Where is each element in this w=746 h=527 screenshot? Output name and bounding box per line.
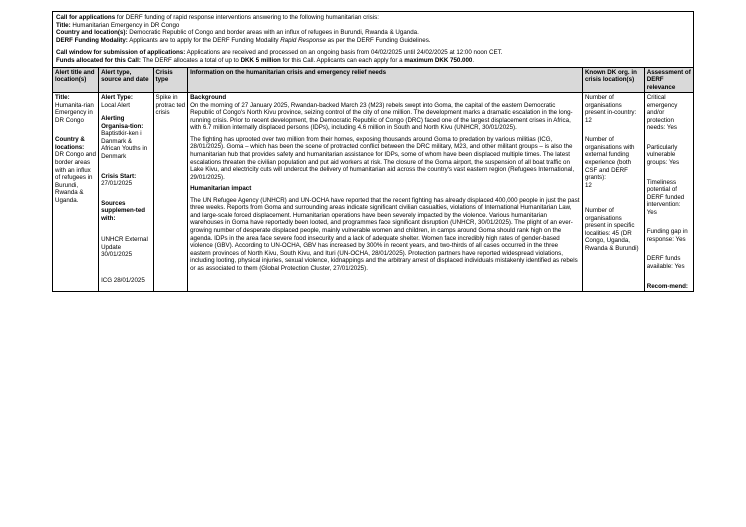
header-known-dk: Known DK org. in crisis location(s) — [582, 67, 644, 93]
header-info: Information on the humanitarian crisis and emergency relief needs — [188, 67, 583, 93]
paragraph: The fighting has uprooted over two million from their homes, exposing thousands around Goma to predation by various militias (ICG, 28/01/2025). Goma – which has been the scene of protracted conflict between the DRC military, M23, and other militant groups – is also the humanitarian hub that provides safety and humanitarian assistance for IDPs, some of whom have been displaced multiple times. The latest escalations threaten the civilian population and put aid workers at risk. The closure of the Goma airport, the suspension of all boat traffic on Lake Kivu, and electricity cuts will undercut the delivery of humanitarian aid across the country's vast eastern region (Refugees International, 29/01/2025). — [190, 135, 575, 181]
funds-line: Funds allocated for this Call: The DERF allocates a total of up to DKK 5 million for this Call. Applicants can each apply for a maximum DKK 750.000. — [56, 56, 475, 64]
background-heading: Background — [190, 94, 227, 102]
modality-line: DERF Funding Modality: Applicants are to apply for the DERF Funding Modality Rapid Response as per the DERF Funding Guidelines. — [56, 36, 431, 44]
document-page — [52, 11, 694, 292]
header-alert-type: Alert type, source and date — [99, 67, 153, 93]
impact-heading: Humanitarian impact — [190, 185, 252, 193]
alert-table — [52, 67, 694, 292]
cell-alert-title: Title: Humanita-rian Emergency in DR Congo Country & locations: DR Congo and border areas with an influx of refugees in Burundi, Rwanda & Uganda. — [53, 93, 99, 292]
title-line: Title: Humanitarian Emergency in DR Congo — [56, 21, 180, 29]
cell-info — [188, 93, 583, 292]
cell-assessment: Critical emergency and/or protection needs: Yes Particularly vulnerable groups: Yes Timeliness potential of DERF funded intervention: Yes Funding gap in response: Yes DERF funds available: Yes Recom-mend: — [644, 93, 693, 292]
country-line: Country and location(s): Democratic Republic of Congo and border areas with an influx of refugees in Burundi, Rwanda & Uganda. — [56, 29, 419, 37]
window-line: Call window for submission of applications: Applications are received and processed on an ongoing basis from 04/02/2025 until 24/02/2025 at 12:00 noon CET. — [56, 49, 503, 57]
cell-known-dk: Number of organisations present in-country: 12 Number of organisations with external funding experience (both CSF and DERF grants): 12 Number of organisations present in specific localities: 45 (DR Congo, Uganda, Rwanda & Burundi) — [582, 93, 644, 292]
paragraph: The UN Refugee Agency (UNHCR) and UN-OCHA have reported that the recent fighting has already displaced 400,000 people in just the past three weeks. Reports from Goma and surrounding areas indicate significant civilian casualties, violations of International Humanitarian Law, and large-scale forced displacement. Humanitarian operations have been severely impacted by the violence. Various humanitarian warehouses in Goma have reportedly been looted, and programmes face significant disruption (UNHCR, 30/01/2025). The plight of an ever-growing number of desperate displaced people, mainly vulnerable women and children, in camps around Goma should rank high on the agenda. IDPs in the area face severe food insecurity and a lack of adequate shelter. Women face incredibly high rates of gender-based violence (GBV). According to UN-OCHA, GBV has increased by 300% in recent years, and two-thirds of all cases occurred in the three eastern provinces of North Kivu, South Kivu, and Ituri (UN-OCHA, 28/01/2025). Protection partners have reported widespread violations, including looting, physical injuries, sexual violence, kidnappings and the arbitrary arrest of displaced individuals mistakenly identified as rebels or as associated to them (Global Protection Cluster, 27/01/2025). — [190, 196, 580, 272]
cell-crisis-type: Spike in protrac ted crisis — [153, 93, 188, 292]
table-header-row — [53, 67, 694, 93]
header-assessment: Assessment of DERF relevance — [644, 67, 693, 93]
header-alert-title: Alert title and location(s) — [53, 67, 99, 93]
table-row — [53, 93, 694, 292]
call-info-box — [52, 11, 694, 67]
header-crisis-type: Crisis type — [153, 67, 188, 93]
paragraph: On the morning of 27 January 2025, Rwandan-backed March 23 (M23) rebels swept into Goma, the capital of the eastern Democratic Republic of Congo's North Kivu province, seizing control of the city of one million. The development marks a dramatic escalation in the long-running crisis. Prior to recent development, the Democratic Republic of Congo (DRC) faced one of the largest displacement crises in Africa, with 6.7 million internally displaced persons (IDPs), including 4.6 million in South and North Kivu (UNHCR, 30/01/2025). — [190, 101, 573, 132]
call-line: Call for applications for DERF funding of rapid response interventions answering to the following humanitarian crisis: — [56, 14, 379, 21]
cell-alert-type: Alert Type: Local Alert Alerting Organisa-tion: Baptistkir-ken i Danmark & African Youths in Denmark Crisis Start: 27/01/2025 Sources supplemen-ted with: UNHCR External Update 30/01/2025 ICG 28/01/2025 — [99, 93, 153, 292]
